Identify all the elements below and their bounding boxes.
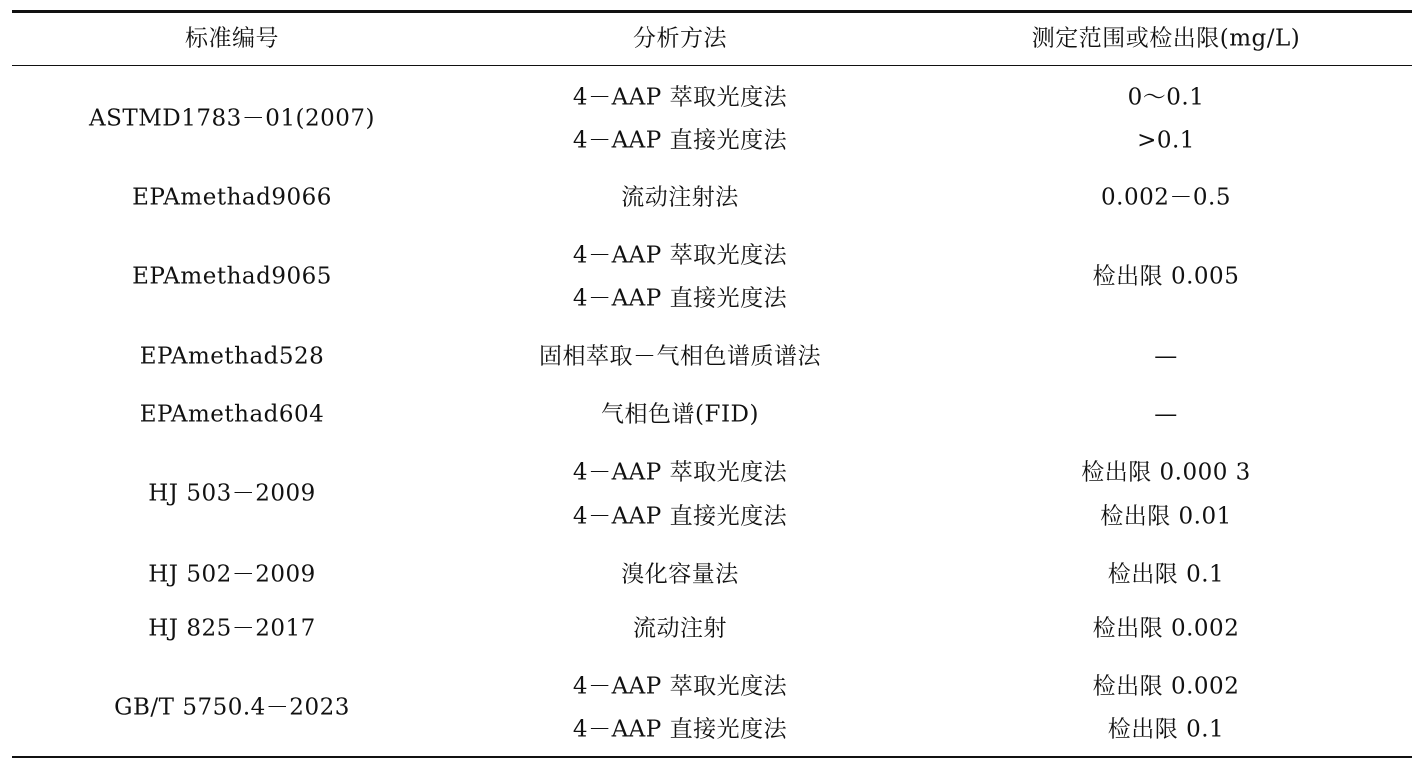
table-header-rule [12,65,1412,66]
table-row-method: 4－AAP 直接光度法 [572,716,788,743]
table-row-standard: EPAmethad9065 [132,263,332,290]
table-row-range: 0～0.1 [1127,84,1205,111]
table-row-standard: ASTMD1783－01(2007) [89,105,375,132]
table-row-range: 检出限 0.1 [1107,561,1225,588]
header-standard-number: 标准编号 [185,25,279,52]
table-row-method: 4－AAP 直接光度法 [572,503,788,530]
table-row-standard: HJ 502－2009 [148,561,316,588]
table-row-standard: EPAmethad9066 [132,184,332,211]
table-row-method: 溴化容量法 [621,561,739,588]
table-row-standard: GB/T 5750.4－2023 [114,694,350,721]
table-row-method: 4－AAP 萃取光度法 [572,459,788,486]
table-row-method: 气相色谱(FID) [601,401,759,428]
table-row-method: 4－AAP 直接光度法 [572,127,788,154]
table-row-range: — [1154,343,1178,370]
table-row-range: 0.002－0.5 [1101,184,1231,211]
table-bottom-rule [12,756,1412,758]
table-row-method: 4－AAP 萃取光度法 [572,84,788,111]
table-row-method: 固相萃取－气相色谱质谱法 [539,343,821,370]
table-row-range: 检出限 0.005 [1092,263,1240,290]
table-row-range: 检出限 0.002 [1092,615,1240,642]
table-row-range: 检出限 0.000 3 [1081,459,1251,486]
table-top-rule [12,10,1412,13]
table-row-range: — [1154,401,1178,428]
table-row-method: 4－AAP 萃取光度法 [572,673,788,700]
table-row-standard: EPAmethad604 [139,401,325,428]
table-row-method: 4－AAP 直接光度法 [572,285,788,312]
header-range-or-limit: 测定范围或检出限(mg/L) [1031,25,1301,52]
table-row-standard: EPAmethad528 [139,343,325,370]
table-row-range: 检出限 0.1 [1107,716,1225,743]
table-row-range: >0.1 [1137,127,1195,154]
table-row-method: 流动注射 [633,615,727,642]
table-row-range: 检出限 0.01 [1100,503,1232,530]
header-analysis-method: 分析方法 [633,25,727,52]
table-row-standard: HJ 825－2017 [148,615,316,642]
table-row-standard: HJ 503－2009 [148,480,316,507]
table-row-method: 流动注射法 [621,184,739,211]
table-row-range: 检出限 0.002 [1092,673,1240,700]
table-row-method: 4－AAP 萃取光度法 [572,242,788,269]
